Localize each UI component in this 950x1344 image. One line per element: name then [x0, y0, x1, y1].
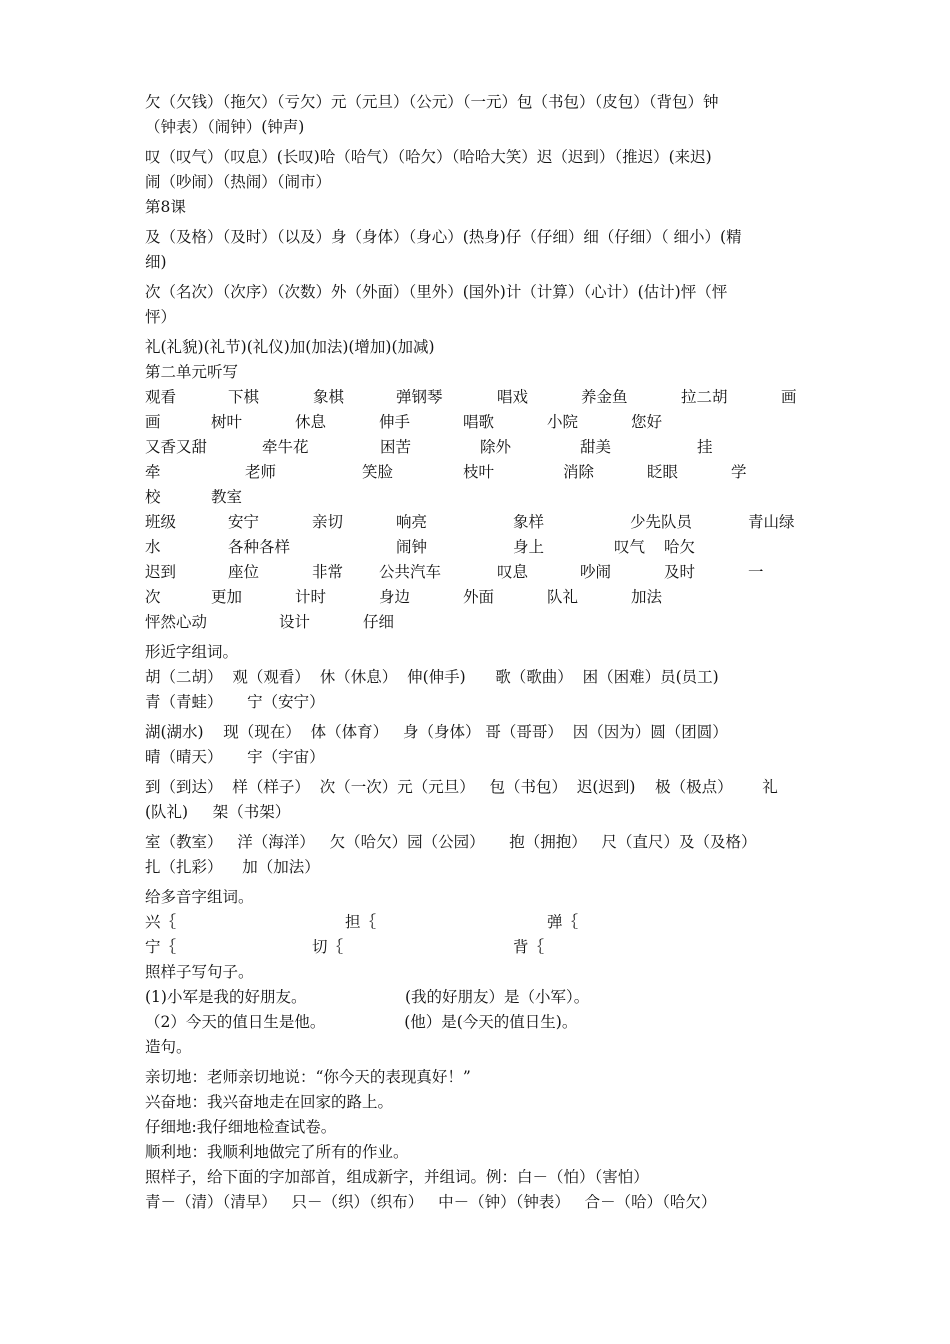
- dictation-word: 一: [748, 563, 764, 581]
- text-line: 扎（扎彩） 加（加法）: [145, 858, 320, 876]
- dictation-word: 及时: [664, 563, 696, 581]
- dictation-word: 加法: [631, 588, 663, 606]
- dictation-word: 青山绿: [748, 513, 795, 531]
- dictation-word: 画: [145, 413, 161, 431]
- text-line: 仔细地:我仔细地检查试卷。: [145, 1118, 337, 1136]
- dictation-word: 甜美: [580, 438, 612, 456]
- dictation-word: 象棋: [313, 388, 345, 406]
- text-line: (1)小军是我的好朋友。 (我的好朋友）是（小军）。: [145, 988, 590, 1006]
- dictation-word: 教室: [211, 488, 243, 506]
- dictation-word: 拉二胡: [681, 388, 728, 406]
- section-heading: 照样子写句子。: [145, 963, 254, 981]
- document-page: [145, 90, 810, 1215]
- dictation-word: 消除: [563, 463, 595, 481]
- polyphonic-char: 弹｛: [547, 913, 579, 931]
- text-line: 及（及格）（及时）（以及）身（身体）（身心）(热身)仔（仔细）细（仔细）（ 细小）(精: [145, 228, 742, 246]
- dictation-word: 吵闹: [580, 563, 612, 581]
- dictation-word: 休息: [295, 413, 327, 431]
- dictation-word: 象样: [513, 513, 545, 531]
- dictation-word: 队礼: [547, 588, 579, 606]
- dictation-word: 困苦: [380, 438, 412, 456]
- dictation-word: 座位: [228, 563, 260, 581]
- dictation-word: 观看: [145, 388, 177, 406]
- dictation-word: 怦然心动: [145, 613, 208, 631]
- text-line: 兴奋地：我兴奋地走在回家的路上。: [145, 1093, 394, 1111]
- dictation-row: [145, 585, 810, 610]
- polyphonic-row: [145, 910, 810, 935]
- dictation-word: 设计: [279, 613, 311, 631]
- dictation-word: 校: [145, 488, 161, 506]
- dictation-word: 计时: [295, 588, 327, 606]
- text-line: 湖(湖水) 现（现在） 体（体育） 身（身体） 哥（哥哥） 因（因为）圆（团圆）: [145, 723, 728, 741]
- dictation-word: 学: [731, 463, 747, 481]
- polyphonic-char: 背｛: [513, 938, 545, 956]
- text-line: 青－（清）（清早） 只－（织）（织布） 中－（钟）（钟表） 合－（哈）（哈欠）: [145, 1193, 717, 1211]
- text-line: 怦）: [145, 308, 177, 326]
- polyphonic-row: [145, 935, 810, 960]
- dictation-word: 下棋: [228, 388, 260, 406]
- text-line: (队礼) 架（书架）: [145, 803, 291, 821]
- text-line: 青（青蛙） 宁（安宁）: [145, 693, 325, 711]
- text-line: 细): [145, 253, 167, 271]
- dictation-word: 牵: [145, 463, 161, 481]
- text-line: 顺利地：我顺利地做完了所有的作业。: [145, 1143, 409, 1161]
- dictation-word: 小院: [547, 413, 579, 431]
- dictation-word: 您好: [631, 413, 663, 431]
- text-line: 室（教室） 洋（海洋） 欠（哈欠）园（公园） 抱（拥抱） 尺（直尺）及（及格）: [145, 833, 757, 851]
- text-line: 次（名次）（次序）（次数）外（外面）（里外）(国外)计（计算）（心计）(估计)怦（怦: [145, 283, 728, 301]
- text-line: （钟表）（闹钟）(钟声): [145, 118, 305, 136]
- polyphonic-char: 兴｛: [145, 913, 177, 931]
- dictation-word: 安宁: [228, 513, 260, 531]
- dictation-word: 叹息: [497, 563, 529, 581]
- dictation-word: 伸手: [379, 413, 411, 431]
- dictation-row: [145, 510, 810, 535]
- dictation-word: 唱歌: [463, 413, 495, 431]
- dictation-word: 水: [145, 538, 161, 556]
- dictation-word: 各种各样: [228, 538, 291, 556]
- section-heading: 第二单元听写: [145, 363, 239, 381]
- polyphonic-char: 宁｛: [145, 938, 177, 956]
- dictation-row: [145, 535, 810, 560]
- dictation-row: [145, 610, 810, 635]
- dictation-word: 养金鱼: [581, 388, 628, 406]
- text-line: （2）今天的值日生是他。 (他）是(今天的值日生)。: [145, 1013, 578, 1031]
- dictation-word: 闹钟: [396, 538, 428, 556]
- dictation-word: 亲切: [312, 513, 344, 531]
- text-line: 亲切地：老师亲切地说：“你今天的表现真好！”: [145, 1068, 471, 1086]
- lesson-heading: 第8课: [145, 198, 186, 216]
- polyphonic-char: 切｛: [312, 938, 344, 956]
- dictation-row: [145, 485, 810, 510]
- text-line: 晴（晴天） 宇（宇宙）: [145, 748, 325, 766]
- text-line: 照样子，给下面的字加部首，组成新字，并组词。例：白－（怕）（害怕）: [145, 1168, 649, 1186]
- dictation-row: [145, 385, 810, 410]
- dictation-word: 迟到: [145, 563, 177, 581]
- dictation-word: 唱戏: [497, 388, 529, 406]
- dictation-word: 响亮: [396, 513, 428, 531]
- dictation-word: 更加: [211, 588, 243, 606]
- text-line: 叹（叹气）（叹息）(长叹)哈（哈气）（哈欠）（哈哈大笑）迟（迟到）（推迟）(来迟): [145, 148, 712, 166]
- section-heading: 造句。: [145, 1038, 192, 1056]
- dictation-word: 身上: [513, 538, 545, 556]
- dictation-word: 身边: [379, 588, 411, 606]
- dictation-word: 哈欠: [664, 538, 696, 556]
- dictation-word: 眨眼: [647, 463, 679, 481]
- dictation-row: [145, 435, 810, 460]
- dictation-word: 又香又甜: [145, 438, 208, 456]
- dictation-word: 牵牛花: [262, 438, 309, 456]
- polyphonic-list: [145, 910, 810, 960]
- text-line: 到（到达） 样（样子） 次（一次）元（元旦） 包（书包） 迟(迟到) 极（极点） 礼: [145, 778, 778, 796]
- dictation-word: 叹气: [614, 538, 646, 556]
- dictation-list: [145, 385, 810, 635]
- dictation-row: [145, 560, 810, 585]
- dictation-word: 次: [145, 588, 161, 606]
- dictation-word: 非常: [312, 563, 344, 581]
- dictation-word: 挂: [697, 438, 713, 456]
- dictation-word: 枝叶: [463, 463, 495, 481]
- dictation-word: 老师: [245, 463, 277, 481]
- dictation-row: [145, 460, 810, 485]
- text-line: 胡（二胡） 观（观看） 休（休息） 伸(伸手) 歌（歌曲） 困（困难）员(员工): [145, 668, 719, 686]
- dictation-word: 除外: [480, 438, 512, 456]
- dictation-word: 笑脸: [362, 463, 394, 481]
- dictation-word: 树叶: [211, 413, 243, 431]
- dictation-word: 少先队员: [630, 513, 693, 531]
- section-heading: 形近字组词。: [145, 643, 239, 661]
- dictation-word: 公共汽车: [379, 563, 442, 581]
- text-line: 闹（吵闹）（热闹）（闹市）: [145, 173, 332, 191]
- dictation-word: 外面: [463, 588, 495, 606]
- text-line: 礼(礼貌)(礼节)(礼仪)加(加法)(增加)(加减): [145, 338, 435, 356]
- polyphonic-char: 担｛: [345, 913, 377, 931]
- dictation-row: [145, 410, 810, 435]
- dictation-word: 画: [781, 388, 797, 406]
- dictation-word: 仔细: [363, 613, 395, 631]
- dictation-word: 班级: [145, 513, 177, 531]
- text-line: 欠（欠钱）（拖欠）（亏欠）元（元旦）（公元）（一元）包（书包）（皮包）（背包）钟: [145, 93, 719, 111]
- dictation-word: 弹钢琴: [396, 388, 443, 406]
- section-heading: 给多音字组词。: [145, 888, 254, 906]
